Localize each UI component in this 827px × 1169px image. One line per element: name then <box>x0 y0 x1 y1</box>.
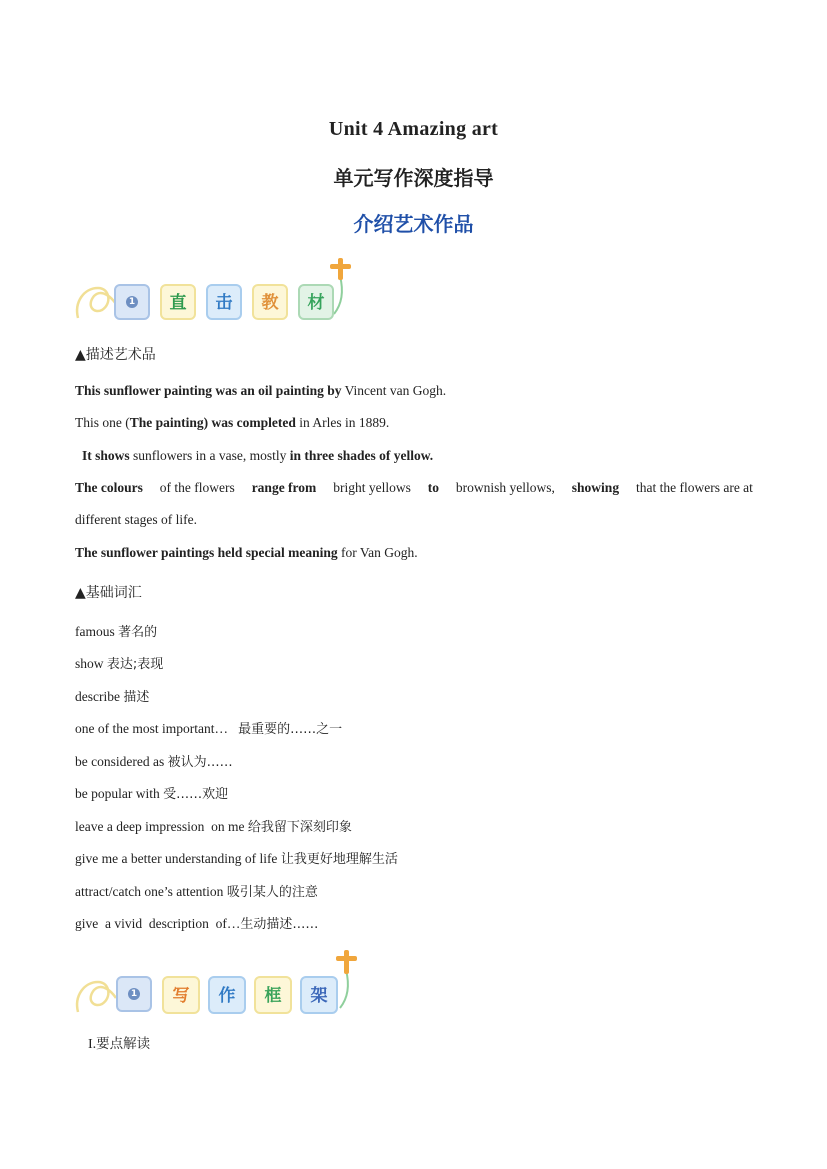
sentence-line: The sunflower paintings held special meaning for Van Gogh. <box>75 545 418 560</box>
vocab-item: leave a deep impression on me 给我留下深刻印象 <box>75 819 352 835</box>
document-title: Unit 4 Amazing art <box>328 118 499 140</box>
section-banner-textbook <box>72 252 372 322</box>
sentence-line: This one (The painting) was completed in Arles in 1889. <box>75 415 390 430</box>
sentence-line: It shows sunflowers in a vase, mostly in three shades of yellow. <box>82 448 434 463</box>
vocab-item: be considered as 被认为…… <box>75 754 233 770</box>
section-heading-describe-art: ▲描述艺术品 <box>75 347 156 363</box>
vocab-item: one of the most important… 最重要的……之一 <box>75 721 343 737</box>
topic-title: 介绍艺术作品 <box>353 212 474 236</box>
banner-char: 作 <box>208 976 246 1014</box>
banner-char: 教 <box>252 284 288 320</box>
banner-char: 击 <box>206 284 242 320</box>
sentence-line: The colours of the flowers range from bright yellows to brownish yellows, showing that the flowers are at <box>75 480 753 495</box>
section-banner-framework <box>72 946 372 1016</box>
vocab-item: be popular with 受……欢迎 <box>75 786 229 802</box>
sentence-line: different stages of life. <box>75 512 197 527</box>
subsection-heading-key-points: I.要点解读 <box>88 1036 151 1052</box>
badge-number-icon: 1 <box>116 976 152 1012</box>
vocab-item: give a vivid description of…生动描述…… <box>75 916 319 932</box>
banner-char: 架 <box>300 976 338 1014</box>
banner-char: 直 <box>160 284 196 320</box>
banner-char: 写 <box>162 976 200 1014</box>
vocab-item: give me a better understanding of life 让我更好地理解生活 <box>75 851 398 867</box>
banner-char: 材 <box>298 284 334 320</box>
banner-char: 框 <box>254 976 292 1014</box>
sentence-line: This sunflower painting was an oil painting by Vincent van Gogh. <box>75 383 447 398</box>
vocab-item: attract/catch one’s attention 吸引某人的注意 <box>75 884 318 900</box>
vocab-item: famous 著名的 <box>75 624 158 640</box>
document-subtitle: 单元写作深度指导 <box>333 166 494 190</box>
vocab-item: describe 描述 <box>75 689 150 705</box>
vocab-item: show 表达;表现 <box>75 656 164 672</box>
badge-number-icon: 1 <box>114 284 150 320</box>
section-heading-vocabulary: ▲基础词汇 <box>75 585 142 601</box>
